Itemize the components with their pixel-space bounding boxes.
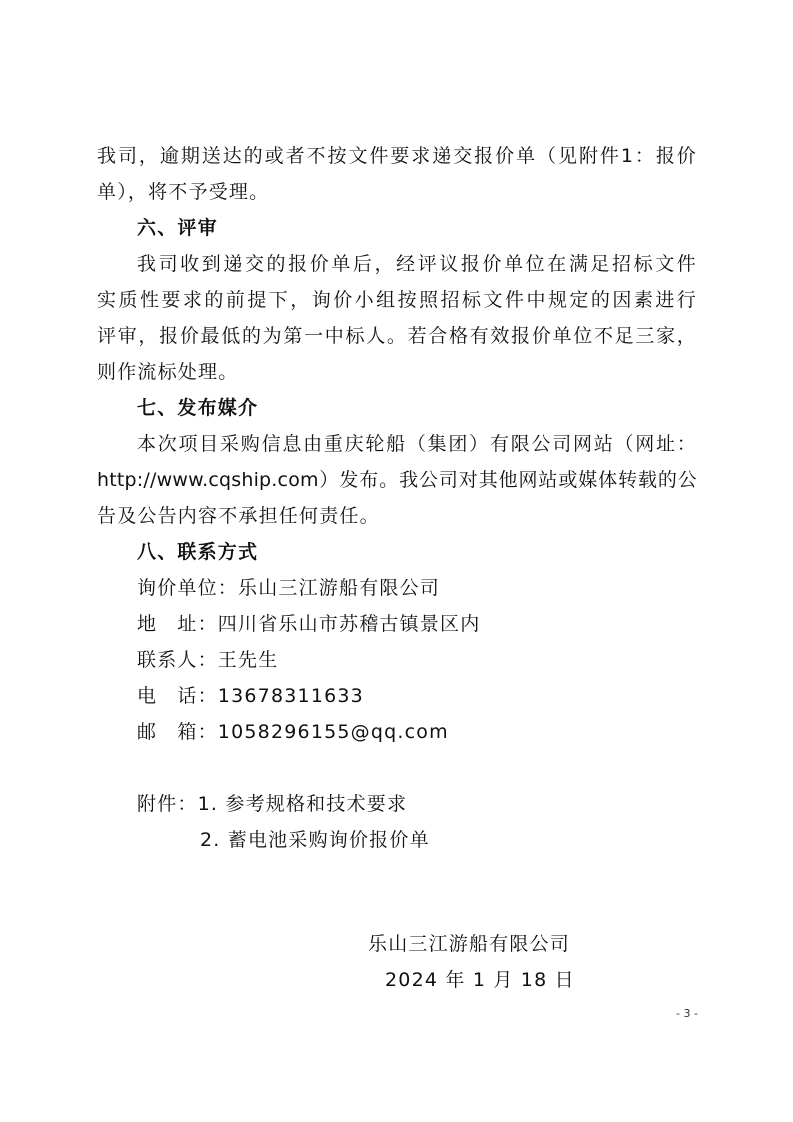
paragraph-line: 告及公告内容不承担任何责任。: [97, 505, 380, 527]
paragraph-line: 实质性要求的前提下，询价小组按照招标文件中规定的因素进行: [97, 289, 697, 311]
attachment-item: 附件：1. 参考规格和技术要求: [137, 793, 408, 815]
contact-person: 联系人：王先生: [137, 649, 279, 671]
contact-email: 邮 箱：1058296155@qq.com: [137, 721, 449, 743]
paragraph-line: 我司收到递交的报价单后，经评议报价单位在满足招标文件: [137, 253, 697, 275]
paragraph-line: 本次项目采购信息由重庆轮船（集团）有限公司网站（网址：: [137, 433, 697, 455]
attachment-item: 2. 蓄电池采购询价报价单: [200, 829, 430, 851]
contact-address: 地 址：四川省乐山市苏稽古镇景区内: [137, 613, 481, 635]
paragraph-line: 单），将不予受理。: [97, 181, 270, 203]
section-heading-media: 七、发布媒介: [137, 397, 259, 419]
paragraph-line: 则作流标处理。: [97, 361, 239, 383]
section-heading-review: 六、评审: [137, 217, 218, 239]
paragraph-line: 评审，报价最低的为第一中标人。若合格有效报价单位不足三家，: [97, 325, 697, 347]
signature-date: 2024 年 1 月 18 日: [385, 969, 575, 991]
paragraph-line: 我司，逾期送达的或者不按文件要求递交报价单（见附件1：报价: [97, 145, 697, 167]
section-heading-contact: 八、联系方式: [137, 541, 259, 563]
paragraph-line: http://www.cqship.com）发布。我公司对其他网站或媒体转载的公: [97, 469, 697, 491]
contact-phone: 电 话：13678311633: [137, 685, 364, 707]
contact-unit: 询价单位：乐山三江游船有限公司: [137, 577, 441, 599]
page-number: - 3 -: [676, 1007, 698, 1020]
signature-company: 乐山三江游船有限公司: [368, 933, 571, 955]
